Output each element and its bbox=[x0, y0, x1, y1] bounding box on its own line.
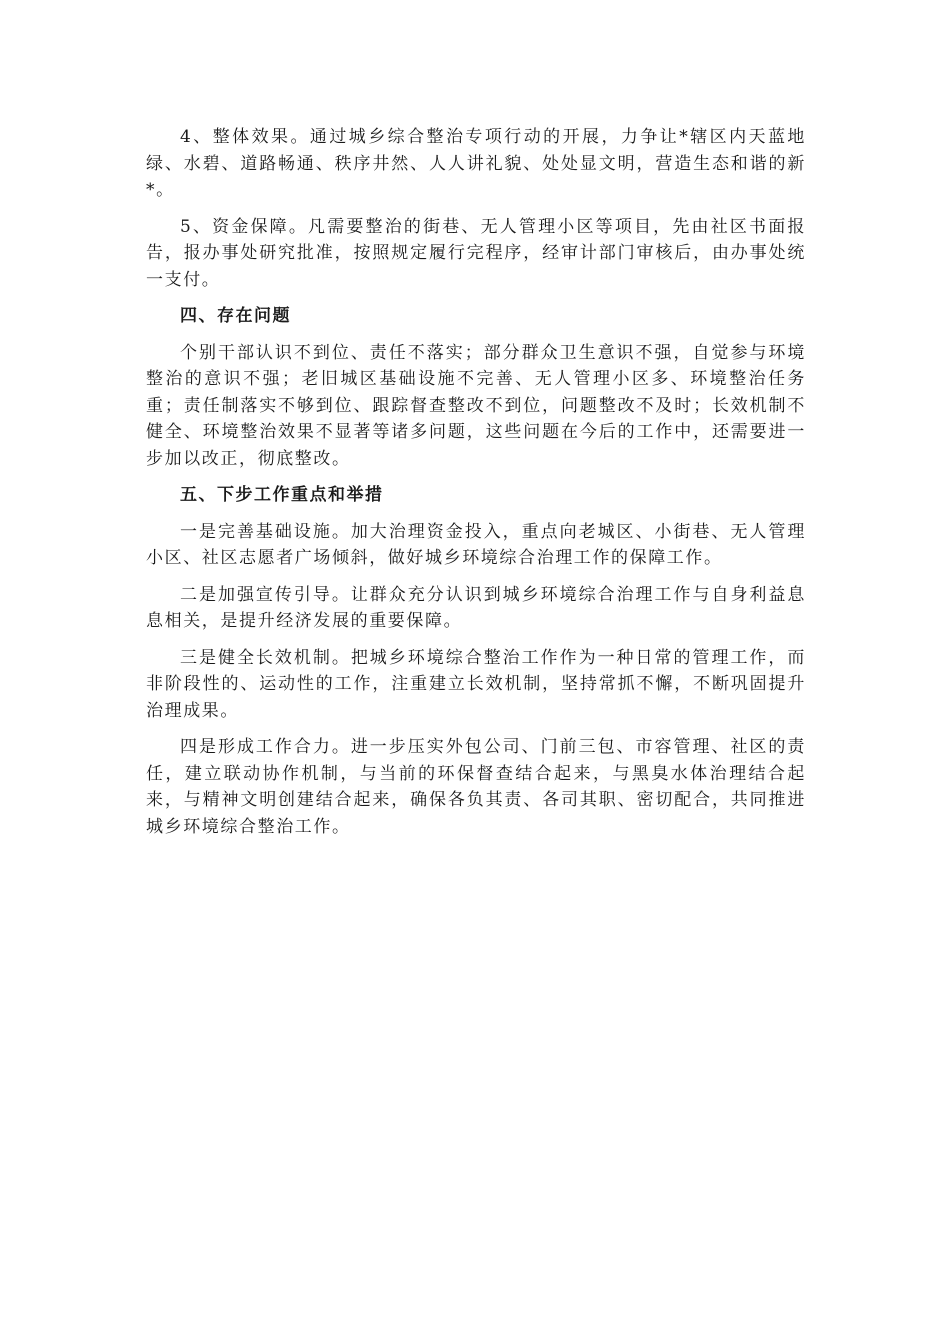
paragraph-joint-effort: 四是形成工作合力。进一步压实外包公司、门前三包、市容管理、社区的责任，建立联动协作机制，与当前的环保督查结合起来，与黑臭水体治理结合起来，与精神文明创建结合起来，确保各负其责、各司其职、密切配合，共同推进城乡环境综合整治工作。 bbox=[146, 737, 806, 837]
section-heading-problems: 四、存在问题 bbox=[180, 306, 291, 326]
paragraph-funding-guarantee: 5、资金保障。凡需要整治的街巷、无人管理小区等项目，先由社区书面报告，报办事处研究批准，按照规定履行完程序，经审计部门审核后，由办事处统一支付。 bbox=[146, 216, 806, 290]
paragraph-infrastructure: 一是完善基础设施。加大治理资金投入，重点向老城区、小街巷、无人管理小区、社区志愿者广场倾斜，做好城乡环境综合治理工作的保障工作。 bbox=[146, 521, 806, 568]
document-body bbox=[146, 124, 806, 850]
paragraph-overall-effect: 4、整体效果。通过城乡综合整治专项行动的开展，力争让*辖区内天蓝地绿、水碧、道路畅通、秩序井然、人人讲礼貌、处处显文明，营造生态和谐的新*。 bbox=[146, 127, 806, 200]
paragraph-publicity: 二是加强宣传引导。让群众充分认识到城乡环境综合治理工作与自身利益息息相关，是提升经济发展的重要保障。 bbox=[146, 584, 806, 631]
section-heading-next-steps: 五、下步工作重点和举措 bbox=[180, 485, 384, 505]
paragraph-problems: 个别干部认识不到位、责任不落实；部分群众卫生意识不强，自觉参与环境整治的意识不强；老旧城区基础设施不完善、无人管理小区多、环境整治任务重；责任制落实不够到位、跟踪督查整改不到位，问题整改不及时；长效机制不健全、环境整治效果不显著等诸多问题，这些问题在今后的工作中，还需要进一步加以改正，彻底整改。 bbox=[146, 342, 806, 469]
paragraph-long-term-mechanism: 三是健全长效机制。把城乡环境综合整治工作作为一种日常的管理工作，而非阶段性的、运动性的工作，注重建立长效机制，坚持常抓不懈，不断巩固提升治理成果。 bbox=[146, 647, 806, 721]
